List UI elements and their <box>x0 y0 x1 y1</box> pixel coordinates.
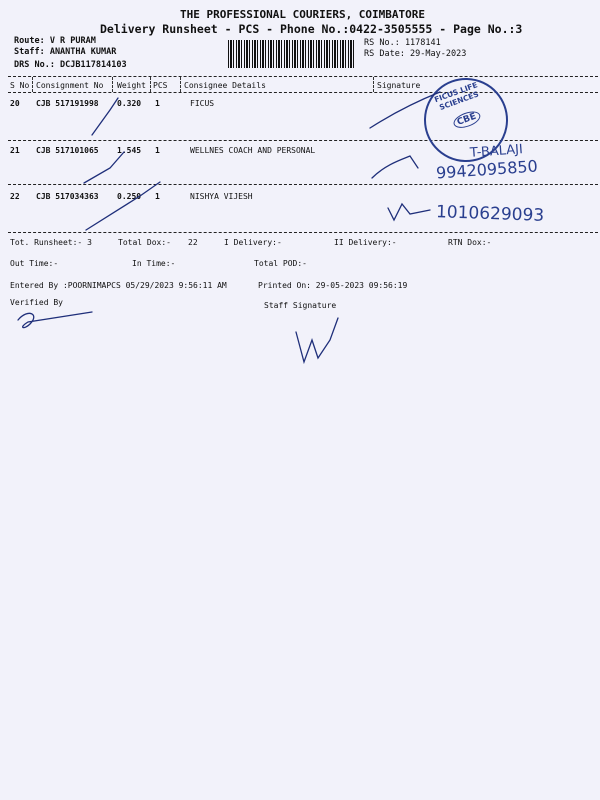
row-consignment: CJB 517101065 <box>36 146 99 155</box>
row-pcs: 1 <box>155 192 160 201</box>
tick-mark <box>92 98 118 135</box>
handwritten-phone: 9942095850 <box>435 156 539 183</box>
signature-stroke <box>388 204 430 220</box>
signature-stroke <box>370 92 440 128</box>
staff-label: Staff: ANANTHA KUMAR <box>14 47 117 57</box>
col-signature: Signature <box>377 81 421 90</box>
stamp-text: FICUS LIFE SCIENCES <box>433 80 480 113</box>
row-sno: 20 <box>10 99 20 108</box>
staff-signature <box>296 318 338 362</box>
printed-on: Printed On: 29-05-2023 09:56:19 <box>258 281 408 290</box>
row-consignment: CJB 517034363 <box>36 192 99 201</box>
handwritten-phone: 1010629093 <box>435 202 545 226</box>
row-sno: 21 <box>10 146 20 155</box>
staff-signature-label: Staff Signature <box>264 301 337 310</box>
rtn-dox: RTN Dox:- <box>448 238 492 247</box>
col-consignment: Consignment No <box>36 81 104 90</box>
verified-signature <box>18 312 92 328</box>
rs-number: RS No.: 1178141 <box>364 38 441 48</box>
total-dox-label: Total Dox:- <box>118 238 171 247</box>
entered-by: Entered By :POORNIMAPCS 05/29/2023 9:56:11 AM <box>10 281 227 290</box>
drs-number: DRS No.: DCJB117814103 <box>14 60 127 70</box>
row-consignee: NISHYA VIJESH <box>190 192 253 201</box>
handwritten-name: T-BALAJI <box>469 142 524 161</box>
row-pcs: 1 <box>155 146 160 155</box>
tick-mark <box>84 152 124 183</box>
total-pod: Total POD:- <box>254 259 307 268</box>
row-pcs: 1 <box>155 99 160 108</box>
row-weight: 1.545 <box>117 146 142 155</box>
stamp-center: CBE <box>451 108 482 131</box>
tick-mark <box>86 182 160 230</box>
in-time: In Time:- <box>132 259 176 268</box>
rs-date: RS Date: 29-May-2023 <box>364 49 467 59</box>
company-name: THE PROFESSIONAL COURIERS, COIMBATORE <box>180 8 426 21</box>
col-consignee: Consignee Details <box>184 81 266 90</box>
col-sno: S No <box>10 81 30 90</box>
total-dox-value: 22 <box>188 238 198 247</box>
row-weight: 0.250 <box>117 192 142 201</box>
row-consignee: WELLNES COACH AND PERSONAL <box>190 146 316 155</box>
runsheet-subtitle: Delivery Runsheet - PCS - Phone No.:0422-3505555 - Page No.:3 <box>100 22 523 36</box>
row-consignee: FICUS <box>190 99 215 108</box>
tot-runsheet: Tot. Runsheet:- 3 <box>10 238 92 247</box>
row-sno: 22 <box>10 192 20 201</box>
out-time: Out Time:- <box>10 259 59 268</box>
row-weight: 0.320 <box>117 99 142 108</box>
row-consignment: CJB 517191998 <box>36 99 99 108</box>
signature-stroke <box>372 156 418 178</box>
ii-delivery: II Delivery:- <box>334 238 397 247</box>
route-label: Route: V R PURAM <box>14 36 96 46</box>
verified-by: Verified By <box>10 298 63 307</box>
col-weight: Weight <box>117 81 146 90</box>
i-delivery: I Delivery:- <box>224 238 282 247</box>
col-pcs: PCS <box>153 81 168 90</box>
